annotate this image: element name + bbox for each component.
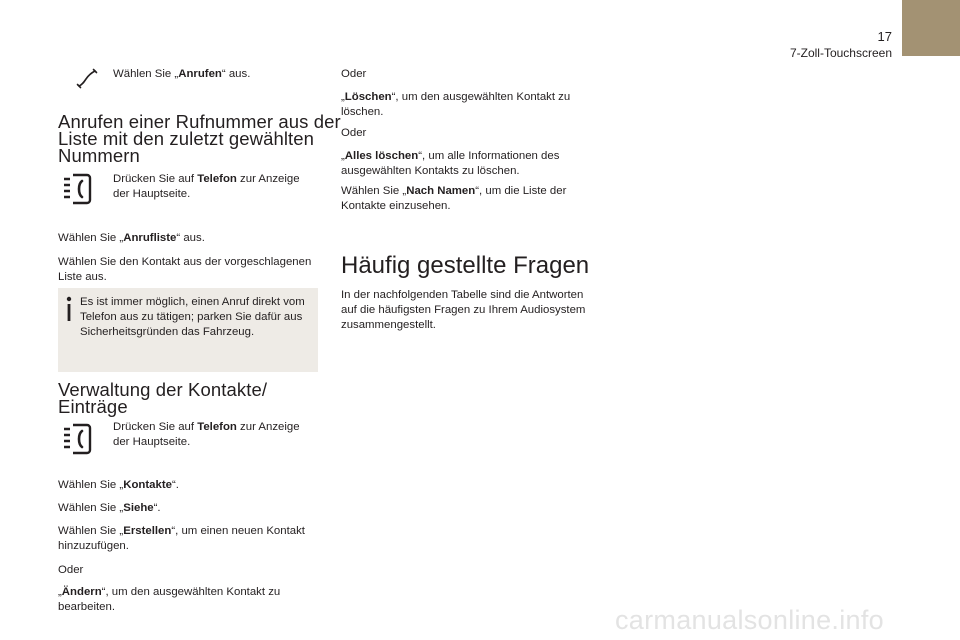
- heading-verwaltung: Verwaltung der Kontakte/ Einträge: [58, 379, 268, 417]
- instruction-nach-namen: Wählen Sie „Nach Namen“, um die Liste der Kontakte einzusehen.: [341, 185, 567, 212]
- heading-anrufen-liste: Anrufen einer Rufnummer aus der Liste mit den zuletzt gewählten Nummern: [58, 111, 341, 166]
- phone-handset-icon: [75, 66, 99, 90]
- instruction-telefon-2: Drücken Sie auf Telefon zur Anzeige der Hauptseite.: [113, 421, 300, 448]
- text-oder: Oder: [58, 564, 84, 576]
- page-number: 17: [877, 29, 892, 44]
- telephone-icon: [62, 422, 92, 456]
- instruction-anrufen: Wählen Sie „Anrufen“ aus.: [113, 68, 251, 80]
- section-title: 7-Zoll-Touchscreen: [789, 46, 892, 60]
- text-oder: Oder: [341, 127, 367, 139]
- heading-faq: Häufig gestellte Fragen: [341, 252, 590, 279]
- instruction-aendern: „Ändern“, um den ausgewählten Kontakt zu bearbeiten.: [58, 586, 281, 613]
- instruction-anrufliste: Wählen Sie „Anrufliste“ aus.: [58, 232, 205, 244]
- text-oder: Oder: [341, 68, 367, 80]
- watermark: carmanualsonline.info: [615, 605, 884, 635]
- faq-intro-text: In der nachfolgenden Tabelle sind die Antworten auf die häufigsten Fragen zu Ihrem Audiosystem zusammengestellt.: [341, 289, 586, 331]
- instruction-erstellen: Wählen Sie „Erstellen“, um einen neuen Kontakt hinzuzufügen.: [58, 525, 305, 552]
- instruction-siehe: Wählen Sie „Siehe“.: [58, 502, 161, 514]
- info-icon: [64, 296, 74, 322]
- instruction-telefon-1: Drücken Sie auf Telefon zur Anzeige der Hauptseite.: [113, 173, 300, 200]
- telephone-icon: [62, 172, 92, 206]
- info-text: Es ist immer möglich, einen Anruf direkt vom Telefon aus zu tätigen; parken Sie dafür aus Sicherheitsgründen das Fahrzeug.: [80, 296, 305, 338]
- instruction-alles-loeschen: „Alles löschen“, um alle Informationen des ausgewählten Kontakts zu löschen.: [341, 150, 560, 177]
- chapter-tab: [902, 0, 960, 56]
- instruction-loeschen: „Löschen“, um den ausgewählten Kontakt zu löschen.: [341, 91, 571, 118]
- instruction-kontakte: Wählen Sie „Kontakte“.: [58, 479, 179, 491]
- instruction-kontakt-waehlen: Wählen Sie den Kontakt aus der vorgeschlagenen Liste aus.: [58, 256, 312, 283]
